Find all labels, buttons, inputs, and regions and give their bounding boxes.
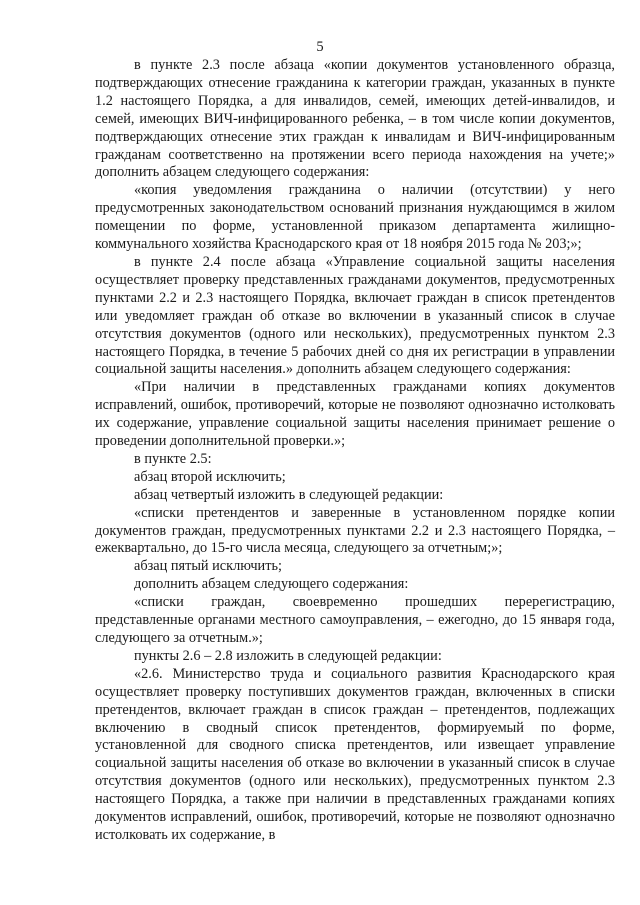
paragraph: абзац пятый исключить; — [134, 558, 282, 575]
paragraph: в пункте 2.5: — [134, 450, 212, 467]
paragraph: в пункте 2.4 после абзаца «Управление социальной защиты населения осуществляет проверку представленных гражданами документов, предусмотренных пунктами 2.2 и 2.3 настоящего Порядка, включает граждан в список претендентов или уведомляет граждан об отказе во включении в указанный список в случае отсутствия документов (одного или нескольких), предусмотренных пунктом 2.3 настоящего Порядка, в течение 5 рабочих дней со дня их регистрации в управлении социальной защиты населения.» дополнить абзацем следующего содержания: — [95, 253, 615, 378]
paragraph: абзац четвертый изложить в следующей редакции: — [134, 486, 444, 503]
document-body — [95, 57, 615, 845]
paragraph: «При наличии в представленных гражданами копиях документов исправлений, ошибок, противоречий, которые не позволяют однозначно истолковать их содержание, управление социальной защиты населения принимает решение о проведении дополнительной проверки.»; — [95, 379, 615, 450]
paragraph: «списки претендентов и заверенные в установленном порядке копии документов граждан, предусмотренных пунктами 2.2 и 2.3 настоящего Порядка, – ежеквартально, до 15-го числа месяца, следующего за отчетным;»; — [95, 504, 615, 557]
paragraph: абзац второй исключить; — [134, 468, 286, 485]
paragraph: дополнить абзацем следующего содержания: — [134, 576, 409, 593]
paragraph: пункты 2.6 – 2.8 изложить в следующей редакции: — [134, 647, 442, 664]
paragraph: в пункте 2.3 после абзаца «копии документов установленного образца, подтверждающих отнесение гражданина к категории граждан, указанных в пункте 1.2 настоящего Порядка, а для инвалидов, семей, имеющих детей-инвалидов, и семей, имеющих ВИЧ-инфицированного ребенка, – в том числе копии документов, подтверждающих отнесение этих граждан к инвалидам и ВИЧ-инфицированным гражданам соответственно на протяжении всего периода нахождения на учете;» дополнить абзацем следующего содержания: — [95, 57, 615, 181]
page-number: 5 — [316, 39, 324, 55]
paragraph: «копия уведомления гражданина о наличии (отсутствии) у него предусмотренных законодательством оснований признания нуждающимся в жилом помещении по форме, установленной приказом департамента жилищно-коммунального хозяйства Краснодарского края от 18 ноября 2015 года № 203;»; — [95, 182, 615, 253]
paragraph: «списки граждан, своевременно прошедших перерегистрацию, представленные органами местного самоуправления, – ежегодно, до 15 января года, следующего за отчетным.»; — [95, 594, 615, 646]
paragraph: «2.6. Министерство труда и социального развития Краснодарского края осуществляет проверку поступивших документов граждан, включенных в списки претендентов, включает граждан в список граждан – претендентов, подлежащих включению в сводный список претендентов, формируемый по форме, установленной для сводного списка претендентов, или извещает управление социальной защиты населения об отказе во включении в указанный список в случае отсутствия документов (одного или нескольких), предусмотренных пунктом 2.3 настоящего Порядка, а также при наличии в представленных гражданами копиях документов исправлений, ошибок, противоречий, которые не позволяют однозначно истолковать их содержание, в — [95, 665, 615, 843]
